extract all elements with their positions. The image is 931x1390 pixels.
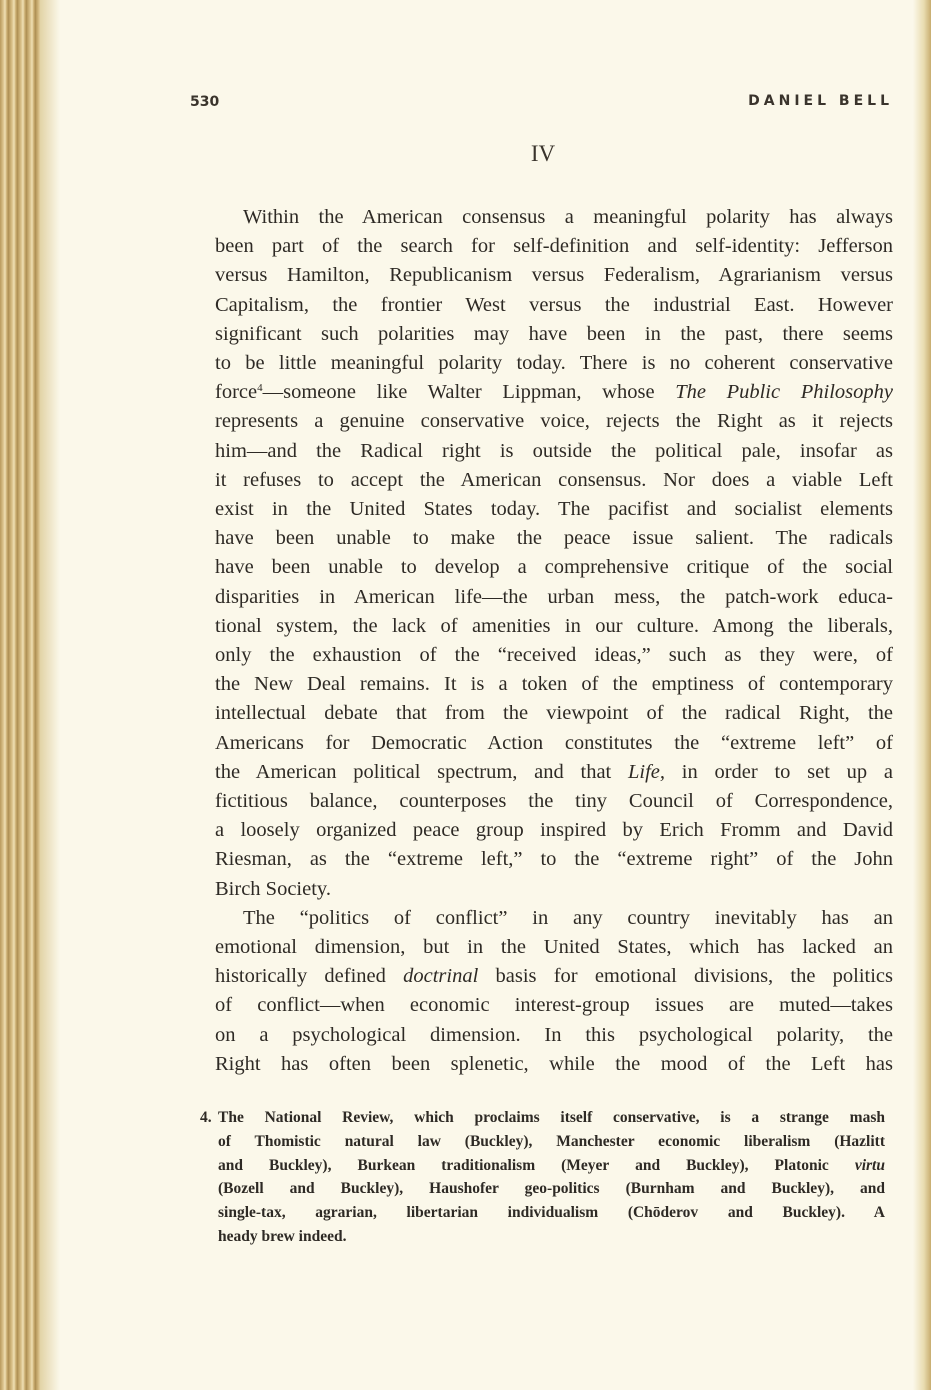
text-run: intellectual debate that from the viewpoint of the radical Right, the [215, 702, 893, 725]
text-run: of Thomistic natural law (Buckley), Manchester economic liberalism (Hazlitt [218, 1132, 885, 1150]
running-head: DANIEL BELL [748, 93, 893, 109]
text-run: —someone like Walter Lippman, whose [262, 381, 676, 404]
text-line [215, 729, 893, 758]
text-run: Americans for Democratic Action constitutes the “extreme left” of [215, 731, 893, 754]
italic-text: Life, [627, 760, 666, 783]
body-text [215, 203, 893, 1079]
text-line [215, 232, 893, 261]
text-line [215, 612, 893, 641]
text-run: him—and the Radical right is outside the political pale, insofar as [215, 439, 893, 462]
text-line [215, 758, 893, 787]
text-line [215, 553, 893, 582]
text-run: heady brew indeed. [218, 1227, 347, 1245]
italic-text: The Public Philosophy [675, 381, 893, 404]
text-line [215, 378, 893, 407]
text-run: Within the American consensus a meaningful polarity has always [243, 206, 893, 228]
text-line [215, 466, 893, 495]
text-line [215, 991, 893, 1020]
text-line [215, 1050, 893, 1079]
italic-text: doctrinal [403, 965, 479, 988]
text-run: disparities in American life—the urban mess, the patch-work educa- [215, 585, 893, 608]
text-line [200, 1225, 885, 1249]
text-run: tional system, the lack of amenities in our culture. Among the liberals, [215, 614, 893, 637]
page-number: 530 [190, 94, 220, 110]
text-line [215, 904, 893, 933]
text-run: in order to set up a [665, 760, 893, 783]
text-run: Capitalism, the frontier West versus the industrial East. However [215, 293, 893, 316]
text-run: have been unable to make the peace issue salient. The radicals [215, 527, 893, 550]
text-line [215, 261, 893, 290]
text-run: the New Deal remains. It is a token of the emptiness of contemporary [215, 673, 893, 696]
text-run: it refuses to accept the American consensus. Nor does a viable Left [215, 468, 893, 491]
text-run: force [215, 381, 258, 404]
text-line [215, 291, 893, 320]
text-line [215, 641, 893, 670]
text-line [215, 437, 893, 466]
section-heading: IV [530, 141, 556, 166]
italic-text: virtu [854, 1156, 885, 1174]
text-run: Riesman, as the “extreme left,” to the “extreme right” of the John [215, 848, 893, 871]
text-run: emotional dimension, but in the United States, which has lacked an [215, 936, 893, 959]
text-run: only the exhaustion of the “received ideas,” such as they were, of [215, 644, 893, 667]
text-line [200, 1130, 885, 1154]
text-run: The “politics of conflict” in any country inevitably has an [243, 906, 893, 929]
text-line [215, 845, 893, 874]
text-line [215, 320, 893, 349]
footnote-reference: 4 [257, 382, 263, 395]
text-line [215, 203, 893, 232]
text-run: been part of the search for self-definition and self-identity: Jefferson [215, 235, 893, 258]
text-run: Right has often been splenetic, while the mood of the Left has [215, 1052, 893, 1075]
right-page-edge [913, 0, 931, 1390]
gutter-shadow [40, 0, 60, 1390]
text-run: single-tax, agrarian, libertarian individualism (Chōderov and Buckley). A [218, 1204, 885, 1222]
text-line [215, 407, 893, 436]
footnote-number: 4. [200, 1109, 212, 1126]
text-run: The National Review, which proclaims itself conservative, is a strange mash [218, 1109, 885, 1126]
text-line [215, 349, 893, 378]
text-line [215, 816, 893, 845]
text-run: significant such polarities may have been in the past, there seems [215, 322, 893, 345]
text-line [200, 1106, 885, 1130]
text-line [215, 787, 893, 816]
text-run: represents a genuine conservative voice, rejects the Right as it rejects [215, 410, 893, 433]
text-run: to be little meaningful polarity today. There is no coherent conservative [215, 352, 893, 375]
text-run: (Bozell and Buckley), Haushofer geo-politics (Burnham and Buckley), and [218, 1180, 885, 1198]
text-run: fictitious balance, counterposes the tiny Council of Correspondence, [215, 790, 893, 813]
text-run: of conflict—when economic interest-group issues are muted—takes [215, 994, 893, 1017]
text-run: historically defined [215, 965, 404, 988]
text-line [215, 962, 893, 991]
footnote [200, 1106, 885, 1249]
text-run: exist in the United States today. The pacifist and socialist elements [215, 498, 893, 521]
text-run: the American political spectrum, and that [215, 760, 628, 783]
text-run: Birch Society. [215, 877, 331, 900]
text-run: and Buckley), Burkean traditionalism (Meyer and Buckley), Platonic [218, 1156, 855, 1174]
text-line [215, 1021, 893, 1050]
text-line [200, 1177, 885, 1201]
text-line [215, 875, 893, 904]
text-line [215, 933, 893, 962]
text-line [215, 524, 893, 553]
text-run: basis for emotional divisions, the politics [478, 965, 893, 988]
text-run: on a psychological dimension. In this psychological polarity, the [215, 1023, 893, 1046]
text-run: have been unable to develop a comprehensive critique of the social [215, 556, 893, 579]
text-line [215, 583, 893, 612]
text-line [215, 495, 893, 524]
text-line [215, 699, 893, 728]
text-line [200, 1201, 885, 1225]
text-line [215, 670, 893, 699]
text-line [200, 1154, 885, 1178]
text-run: a loosely organized peace group inspired by Erich Fromm and David [215, 819, 893, 842]
book-page-edges [0, 0, 40, 1390]
text-run: versus Hamilton, Republicanism versus Federalism, Agrarianism versus [215, 264, 893, 287]
